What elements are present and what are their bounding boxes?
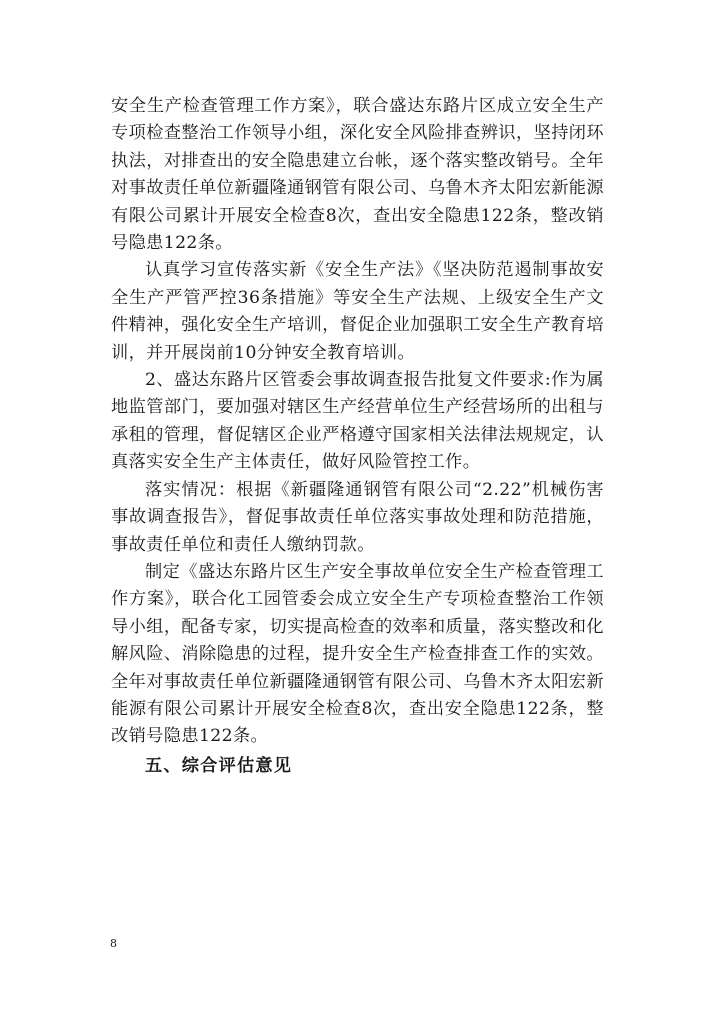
paragraph-continuation: 安全生产检查管理工作方案》，联合盛达东路片区成立安全生产专项检查整治工作领导小组，深化安全风险排查辨识，坚持闭环执法，对排查出的安全隐患建立台帐，逐个落实整改销号。全年对事故责任单位新疆隆通钢管有限公司、乌鲁木齐太阳宏新能源有限公司累计开展安全检查8次，查出安全隐患122条，整改销号隐患122条。 <box>111 96 604 254</box>
paragraph-implementation-status: 落实情况：根据《新疆隆通钢管有限公司“2.22”机械伤害事故调查报告》，督促事故责任单位落实事故处理和防范措施，事故责任单位和责任人缴纳罚款。 <box>111 479 604 555</box>
document-body <box>111 93 604 780</box>
paragraph-inspection-plan: 制定《盛达东路片区生产安全事故单位安全生产检查管理工作方案》，联合化工园管委会成立安全生产专项检查整治工作领导小组，配备专家，切实提高检查的效率和质量，落实整改和化解风险、消除隐患的过程，提升安全生产检查排查工作的实效。全年对事故责任单位新疆隆通钢管有限公司、乌鲁木齐太阳宏新能源有限公司累计开展安全检查8次，查出安全隐患122条，整改销号隐患122条。 <box>111 561 604 747</box>
paragraph-safety-law-study: 认真学习宣传落实新《安全生产法》《坚决防范遏制事故安全生产严管严控36条措施》等安全生产法规、上级安全生产文件精神，强化安全生产培训，督促企业加强职工安全生产教育培训，并开展岗前10分钟安全教育培训。 <box>111 260 604 363</box>
paragraph-approval-requirements: 2、盛达东路片区管委会事故调查报告批复文件要求:作为属地监管部门，要加强对辖区生产经营单位生产经营场所的出租与承租的管理，督促辖区企业严格遵守国家相关法律法规规定，认真落实安全生产主体责任，做好风险管控工作。 <box>111 370 604 473</box>
section-heading: 五、综合评估意见 <box>145 755 293 776</box>
page-number: 8 <box>110 937 117 950</box>
